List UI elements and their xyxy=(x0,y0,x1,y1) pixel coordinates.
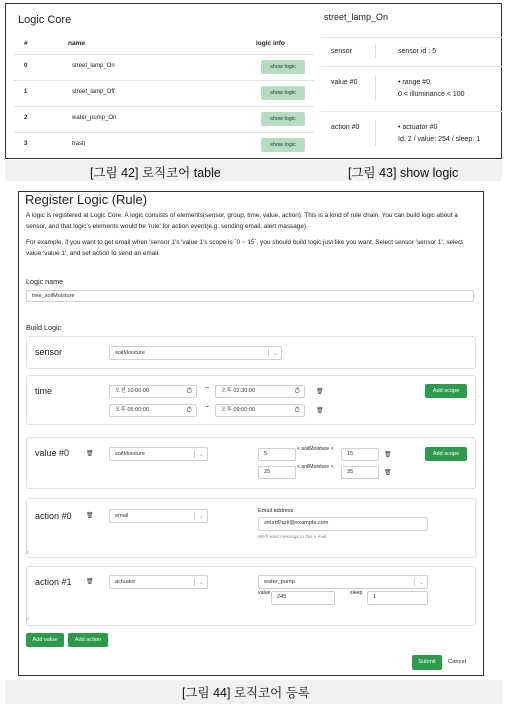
range-min-input[interactable]: 5 xyxy=(258,448,296,461)
time-from-input[interactable] xyxy=(109,404,197,417)
logic-name-label: Logic name xyxy=(26,277,64,286)
register-logic-panel: Register Logic (Rule) A logic is registered at Logic Core. A logic consists of elements(sensor, group, time, value, action). This is a kind of rule chain. You can build logic about a sensor, and that logic's elements would be 'rule' for action event(e.g. sending email, alert massage). For example, if you want to get email when 'sensor 1's 'value 1's scope is `0 ~ 15`, you should build logic just like you want. Select sensor 'sensor 1', select value 'value 1', and set action to send an email. Logic name tree_soilMoisture Build Logic sensor soilMoisture ⌄ time 오전 10:00:00 ⏱ ~ 오후 02:30:00 ⏱ 🗑 오후 05:00:00 ⏱ ~ 오후 09:00:00 ⏱ 🗑 Add scope value #0 🗑 soilMoisture ⌄ 5 < soilMoisture < 15 🗑 25 < soilMoisture < 35 🗑 Add scope action #0 🗑 email ⌄ Email address smartPark@example.com We'll send message to this e-mail. // action #1 🗑 actuator ⌄ water_pump ⌄ value 245 sleep 1 // Add value Add action Submit Cancel xyxy=(18,191,484,676)
col-logic-info: logic info xyxy=(256,40,285,47)
show-logic-button[interactable]: show logic xyxy=(261,138,305,152)
row-name: street_lamp_On xyxy=(72,63,115,69)
email-input[interactable]: smartPark@example.com xyxy=(258,517,428,531)
action-card xyxy=(26,566,476,626)
detail-value: 0 < illuminance < 100 xyxy=(398,91,465,98)
range-tilde: ~ xyxy=(205,385,210,392)
value-title: value #0 xyxy=(35,448,70,458)
range-min-input[interactable]: 25 xyxy=(258,466,296,479)
actuator-select[interactable] xyxy=(258,575,428,589)
sleep-input[interactable]: 1 xyxy=(367,591,428,605)
trash-icon[interactable]: 🗑 xyxy=(86,513,94,519)
chevron-down-icon: ⌄ xyxy=(272,351,278,357)
table-row xyxy=(14,54,314,80)
row-index: 2 xyxy=(24,115,28,121)
sleep-label: sleep xyxy=(350,590,363,596)
sensor-title: sensor xyxy=(35,347,63,357)
build-logic-label: Build Logic xyxy=(26,323,62,332)
chevron-down-icon: ⌄ xyxy=(418,580,424,586)
action-select[interactable] xyxy=(109,575,208,589)
row-index: 3 xyxy=(24,141,28,147)
time-title: time xyxy=(35,386,53,396)
time-to-value: 오후 02:30:00 xyxy=(221,388,256,394)
logic-detail-value xyxy=(321,66,502,110)
chevron-down-icon: ⌄ xyxy=(198,452,204,458)
action-title: action #0 xyxy=(35,511,72,521)
detail-key: sensor xyxy=(331,48,353,55)
clock-icon[interactable]: ⏱ xyxy=(186,407,192,414)
actuator-value-input[interactable]: 245 xyxy=(271,591,335,605)
intro-paragraph: A logic is registered at Logic Core. A logic consists of elements(sensor, group, time, value, action). This is a kind of rule chain. You can build logic about a sensor, and that logic's elements would be 'rule' for action event(e.g. sending email, alert massage). xyxy=(26,212,458,230)
range-label: < soilMoisture < xyxy=(297,464,334,470)
range-label: < soilMoisture < xyxy=(297,446,334,452)
range-max-input[interactable]: 15 xyxy=(341,448,379,461)
table-row xyxy=(14,106,314,132)
logic-core-title: Logic Core xyxy=(18,14,72,26)
detail-key: action #0 xyxy=(331,124,360,131)
detail-value: sensor id : 5 xyxy=(398,48,437,55)
col-name: name xyxy=(68,40,85,47)
value-label: value xyxy=(258,590,271,596)
action-card xyxy=(26,498,476,558)
row-name: trash xyxy=(72,141,86,147)
row-index: 1 xyxy=(24,89,28,95)
actuator-select-value: water_pump xyxy=(264,579,295,585)
range-tilde: ~ xyxy=(205,404,210,411)
time-to-value: 오후 09:00:00 xyxy=(221,407,256,413)
action-select-value: email xyxy=(115,513,129,519)
col-index: # xyxy=(24,40,28,47)
caption-44: [그림 44] 로직코어 등록 xyxy=(182,686,310,700)
clock-icon[interactable]: ⏱ xyxy=(294,388,300,395)
add-scope-button[interactable]: Add scope xyxy=(425,384,467,398)
caption-42: [그림 42] 로직코어 table xyxy=(90,166,221,180)
row-index: 0 xyxy=(24,63,28,69)
action-title: action #1 xyxy=(35,577,72,587)
row-name: water_pump_On xyxy=(72,115,117,121)
sensor-card xyxy=(26,336,476,369)
email-hint: We'll send message to this e-mail. xyxy=(258,534,328,539)
table-row xyxy=(14,132,314,158)
time-card xyxy=(26,375,476,425)
sensor-select-value: soilMoisture xyxy=(115,350,145,356)
logic-detail-action xyxy=(321,111,502,156)
logic-name-input[interactable]: tree_soilMoisture xyxy=(26,290,474,302)
trash-icon[interactable]: 🗑 xyxy=(86,579,94,585)
show-logic-button[interactable]: show logic xyxy=(261,112,305,126)
value-card xyxy=(26,437,476,489)
example-paragraph: For example, if you want to get email when 'sensor 1's 'value 1's scope is `0 ~ 15`, you should build logic just like you want. Select sensor 'sensor 1', select value 'value 1', and set action to send an email. xyxy=(26,239,463,257)
add-action-button[interactable]: Add action xyxy=(68,633,108,647)
detail-key: value #0 xyxy=(331,79,358,86)
value-select[interactable] xyxy=(109,447,208,461)
detail-value: Id: 2 / value: 254 / sleep: 1 xyxy=(398,136,481,143)
clock-icon[interactable]: ⏱ xyxy=(294,407,300,414)
show-logic-button[interactable]: show logic xyxy=(261,60,305,74)
sensor-select[interactable] xyxy=(109,346,282,360)
cancel-button[interactable]: Cancel xyxy=(448,659,467,665)
time-from-value: 오후 05:00:00 xyxy=(115,407,150,413)
add-scope-button[interactable]: Add scope xyxy=(425,447,467,461)
show-logic-title: street_lamp_On xyxy=(324,12,389,22)
submit-button[interactable]: Submit xyxy=(412,655,442,670)
show-logic-button[interactable]: show logic xyxy=(261,86,305,100)
caption-43: [그림 43] show logic xyxy=(348,166,459,180)
chevron-down-icon: ⌄ xyxy=(198,514,204,520)
email-label: Email address xyxy=(258,508,294,514)
register-title: Register Logic (Rule) xyxy=(25,192,148,207)
chevron-down-icon: ⌄ xyxy=(198,580,204,586)
row-name: street_lamp_Off xyxy=(72,89,115,95)
trash-icon[interactable]: 🗑 xyxy=(316,389,324,395)
time-from-input[interactable] xyxy=(109,385,197,398)
action-select-value: actuator xyxy=(115,579,136,585)
table-row xyxy=(14,80,314,106)
value-select-value: soilMoisture xyxy=(115,451,145,457)
time-from-value: 오전 10:00:00 xyxy=(115,388,150,394)
detail-value: • range #0 xyxy=(398,79,431,86)
add-value-button[interactable]: Add value xyxy=(26,633,64,647)
range-max-input[interactable]: 35 xyxy=(341,466,379,479)
time-to-input[interactable] xyxy=(215,385,305,398)
show-logic-panel xyxy=(321,3,502,159)
time-to-input[interactable] xyxy=(215,404,305,417)
logic-detail-sensor xyxy=(321,37,502,65)
trash-icon[interactable]: 🗑 xyxy=(86,451,94,457)
logic-core-table-panel xyxy=(5,3,322,159)
trash-icon[interactable]: 🗑 xyxy=(316,408,324,414)
trash-icon[interactable]: 🗑 xyxy=(384,470,392,476)
trash-icon[interactable]: 🗑 xyxy=(384,452,392,458)
action-select[interactable] xyxy=(109,509,208,523)
detail-value: • actuator #0 xyxy=(398,124,438,131)
clock-icon[interactable]: ⏱ xyxy=(186,388,192,395)
